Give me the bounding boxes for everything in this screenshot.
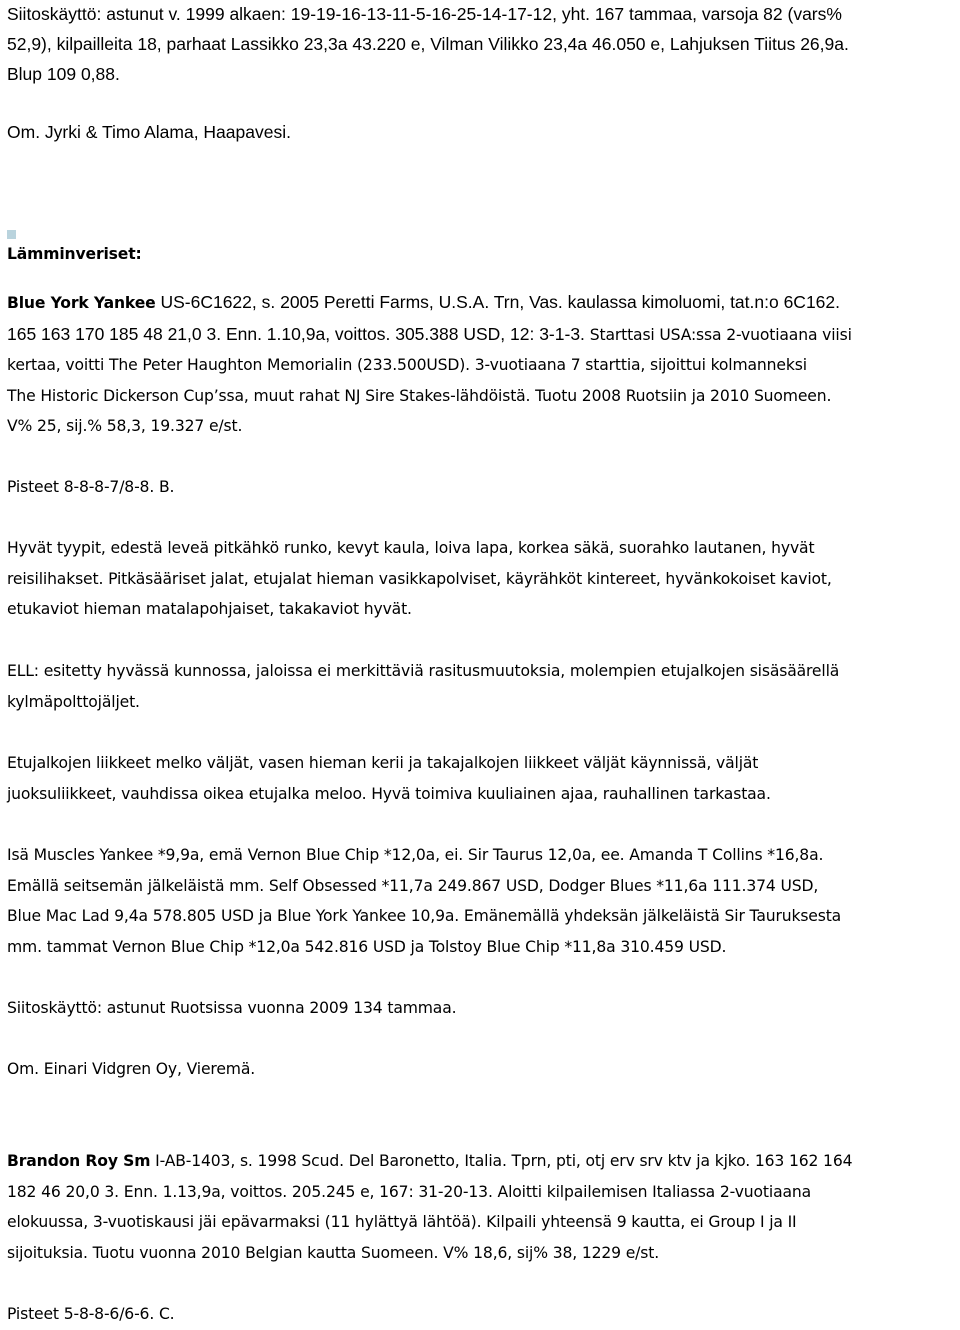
type-line: reisilihakset. Pitkäsääriset jalat, etujalat hieman vasikkapolviset, käyrähköt kintereet, hyvänkokoiset kaviot,	[7, 569, 832, 588]
horse1-line	[7, 287, 957, 319]
intro-breeding-line: Siitoskäyttö: astunut v. 1999 alkaen: 19-19-16-13-11-5-16-25-14-17-12, yht. 167 tammaa, varsoja 82 (vars%	[7, 4, 842, 24]
pedigree-line: Isä Muscles Yankee *9,9a, emä Vernon Blue Chip *12,0a, ei. Sir Taurus 12,0a, ee. Amanda T Collins *16,8a.	[7, 846, 824, 864]
horse1-line: The Historic Dickerson Cup’ssa, muut rahat NJ Sire Stakes-lähdöistä. Tuotu 2008 Ruotsiin ja 2010 Suomeen.	[7, 386, 832, 405]
movement-line: juoksuliikkeet, vauhdissa oikea etujalka meloo. Hyvä toimiva kuuliainen ajaa, rauhallinen tarkastaa.	[7, 784, 771, 803]
horse1-pedigree	[7, 840, 957, 962]
horse2-line: 182 46 20,0 3. Enn. 1.13,9a, voittos. 205.245 e, 167: 31-20-13. Aloitti kilpailemisen Italiassa 2-vuotiaana	[7, 1182, 812, 1201]
movement-line: Etujalkojen liikkeet melko väljät, vasen hieman kerii ja takajalkojen liikkeet väljät käynnissä, väljät	[7, 754, 759, 772]
horse1-movement	[7, 748, 957, 809]
horse1-breeding: Siitoskäyttö: astunut Ruotsissa vuonna 2009 134 tammaa.	[7, 999, 457, 1017]
intro-owner: Om. Jyrki & Timo Alama, Haapavesi.	[7, 122, 291, 142]
horse2-line	[7, 1146, 957, 1177]
vet-line: kylmäpolttojäljet.	[7, 692, 140, 711]
pedigree-line: Emällä seitsemän jälkeläistä mm. Self Obsessed *11,7a 249.867 USD, Dodger Blues *11,6a 111.374 USD,	[7, 876, 819, 895]
horse2-line: elokuussa, 3-vuotiskausi jäi epävarmaksi (11 hylättyä lähtöä). Kilpaili yhteensä 9 kautta, ei Group I ja II	[7, 1213, 797, 1231]
pedigree-line: mm. tammat Vernon Blue Chip *12,0a 542.816 USD ja Tolstoy Blue Chip *11,8a 310.459 USD.	[7, 937, 727, 956]
intro-blup-line: Blup 109 0,88.	[7, 64, 120, 84]
horse1-owner: Om. Einari Vidgren Oy, Vieremä.	[7, 1060, 256, 1078]
horse2-registration: I-AB-1403, s. 1998 Scud. Del Baronetto, Italia. Tprn, pti, otj erv srv ktv ja kjko. 163 162 164	[150, 1152, 853, 1170]
horse2-name: Brandon Roy Sm	[7, 1152, 151, 1170]
horse1-line: kertaa, voitti The Peter Haughton Memorialin (233.500USD). 3-vuotiaana 7 starttia, sijoittui kolmanneksi	[7, 356, 807, 374]
horse1-registration: US-6C1622, s. 2005 Peretti Farms, U.S.A. Trn, Vas. kaulassa kimoluomi, tat.n:o 6C162.	[155, 292, 841, 312]
horse1-paragraph	[7, 287, 957, 442]
horse1-vet-statement	[7, 656, 957, 717]
horse2-points: Pisteet 5-8-8-6/6-6. C.	[7, 1305, 175, 1323]
horse1-points: Pisteet 8-8-8-7/8-8. B.	[7, 478, 175, 496]
horse2-paragraph	[7, 1146, 957, 1268]
type-line: Hyvät tyypit, edestä leveä pitkähkö runko, kevyt kaula, loiva lapa, korkea säkä, suorahko lautanen, hyvät	[7, 539, 815, 557]
vet-line: ELL: esitetty hyvässä kunnossa, jaloissa ei merkittäviä rasitusmuutoksia, molempien etujalkojen sisäsäärellä	[7, 662, 840, 680]
section-bullet-icon	[7, 230, 16, 239]
horse1-line: V% 25, sij.% 58,3, 19.327 e/st.	[7, 417, 243, 435]
horse1-measurements: 165 163 170 185 48 21,0 3. Enn. 1.10,9a, voittos. 305.388 USD, 12: 3-1-3.	[7, 323, 585, 344]
intro-paragraph	[7, 0, 957, 89]
horse1-name: Blue York Yankee	[7, 294, 156, 312]
pedigree-line: Blue Mac Lad 9,4a 578.805 USD ja Blue York Yankee 10,9a. Emänemällä yhdeksän jälkeläistä Sir Tauruksesta	[7, 907, 842, 925]
horse1-line	[7, 319, 957, 351]
type-line: etukaviot hieman matalapohjaiset, takakaviot hyvät.	[7, 600, 412, 618]
horse1-type-description	[7, 533, 957, 625]
horse2-line: sijoituksia. Tuotu vuonna 2010 Belgian kautta Suomeen. V% 18,6, sij% 38, 1229 e/st.	[7, 1243, 660, 1262]
section-heading: Lämminveriset:	[7, 245, 142, 263]
horse1-career-start: Starttasi USA:ssa 2-vuotiaana viisi	[584, 325, 852, 344]
intro-breeding-line: 52,9), kilpailleita 18, parhaat Lassikko 23,3a 43.220 e, Vilman Vilikko 23,4a 46.050 e, Lahjuksen Tiitus 26,9a.	[7, 34, 849, 54]
